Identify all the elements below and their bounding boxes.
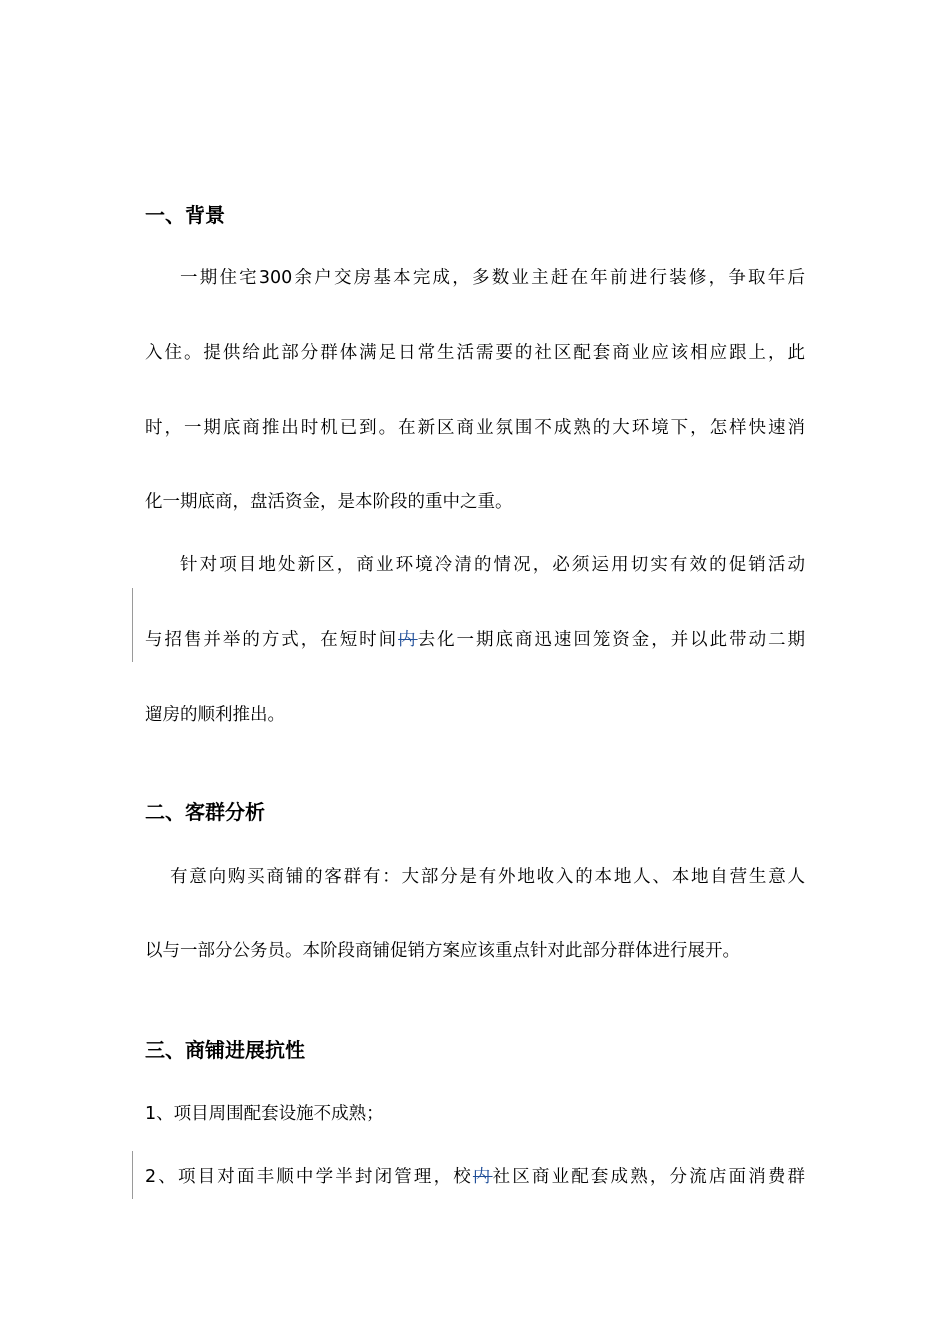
background-p2-line3: 遛房的顺利推出。 [145,705,285,725]
deleted-revision-text: 内 [398,630,418,650]
background-p1-line2: 入住。提供给此部分群体满足日常生活需要的社区配套商业应该相应跟上，此 [145,343,805,363]
background-p2-line2 [145,628,805,652]
customers-line2: 以与一部分公务员。本阶段商铺促销方案应该重点针对此部分群体进行展开。 [145,941,740,961]
customers-line1: 有意向购买商铺的客群有：大部分是有外地收入的本地人、本地自营生意人 [170,867,805,887]
p2-line2-part-b: 去化一期底商迅速回笼资金，并以此带动二期 [417,630,806,650]
background-p2-line1: 针对项目地处新区，商业环境冷清的情况，必须运用切实有效的促销活动 [180,555,805,575]
revision-change-bar [132,588,133,662]
deleted-revision-text: 内 [472,1167,493,1187]
heading-customers: 二、客群分析 [145,800,265,824]
item2-part-a: 2、项目对面丰顺中学半封闭管理，校 [145,1167,473,1187]
background-p1-line4: 化一期底商，盘活资金，是本阶段的重中之重。 [145,492,513,512]
background-p1-line1: 一期住宅300余户交房基本完成，多数业主赶在年前进行装修，争取年后 [180,268,805,288]
resistance-item1: 1、项目周围配套设施不成熟； [145,1104,384,1124]
revision-change-bar [132,1151,133,1199]
item2-part-b: 社区商业配套成熟，分流店面消费群 [492,1167,806,1187]
resistance-item2 [145,1165,805,1189]
heading-background: 一、背景 [145,203,225,227]
background-p1-line3: 时，一期底商推出时机已到。在新区商业氛围不成熟的大环境下，怎样快速消 [145,418,805,438]
heading-resistance: 三、商铺进展抗性 [145,1038,305,1062]
p2-line2-part-a: 与招售并举的方式，在短时间 [145,630,399,650]
